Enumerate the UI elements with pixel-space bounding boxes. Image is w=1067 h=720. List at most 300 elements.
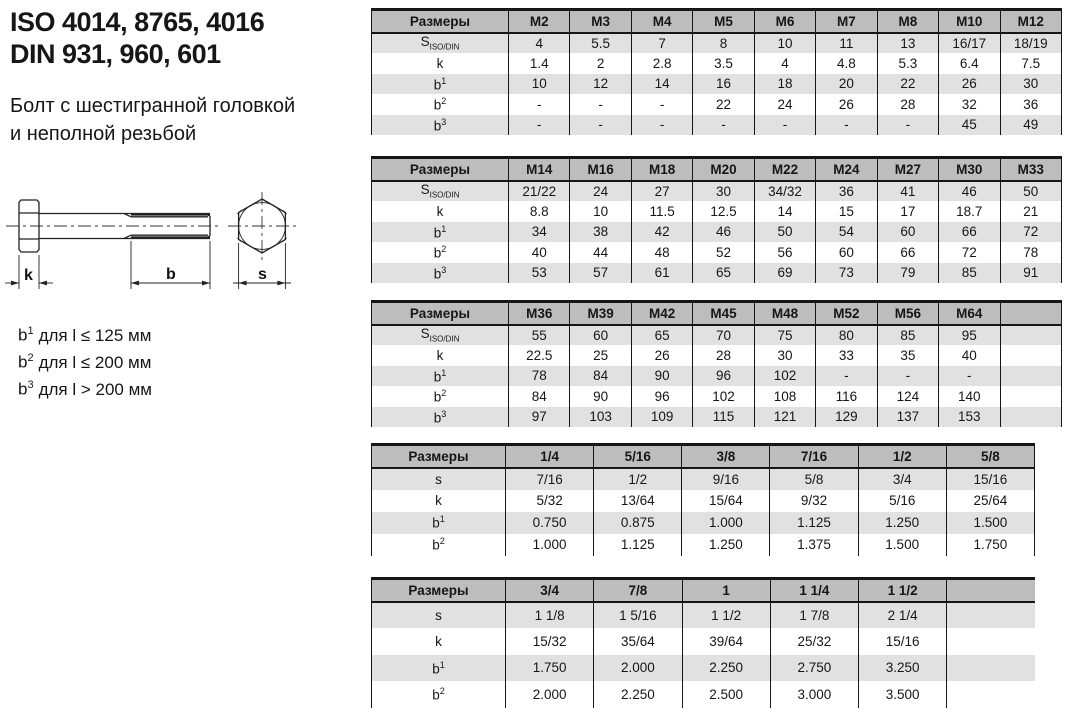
value-cell: 124 bbox=[877, 386, 938, 407]
value-cell: 103 bbox=[570, 407, 631, 428]
value-cell: 65 bbox=[631, 325, 692, 346]
dimension-row bbox=[372, 222, 1062, 243]
value-cell: 13/64 bbox=[594, 490, 682, 512]
value-cell: 26 bbox=[631, 345, 692, 366]
value-cell: 102 bbox=[693, 386, 754, 407]
dimension-row bbox=[372, 325, 1062, 346]
value-cell: 22 bbox=[877, 74, 938, 95]
row-label-b2: $b^2$ bbox=[372, 242, 509, 263]
footnote-block bbox=[18, 320, 152, 401]
size-column-header: M27 bbox=[877, 158, 938, 181]
value-cell: 15/16 bbox=[946, 468, 1034, 490]
value-cell: 26 bbox=[816, 94, 877, 115]
value-cell: 1.000 bbox=[506, 534, 594, 556]
value-cell: 65 bbox=[693, 263, 754, 284]
dimension-row bbox=[372, 345, 1062, 366]
value-cell: 27 bbox=[631, 181, 692, 202]
value-cell: 153 bbox=[939, 407, 1000, 428]
bolt-description-line2: и неполной резьбой bbox=[10, 123, 197, 145]
value-cell: 8.8 bbox=[509, 201, 570, 222]
size-column-header: M5 bbox=[693, 10, 754, 33]
dimension-row bbox=[372, 53, 1062, 74]
value-cell: 28 bbox=[693, 345, 754, 366]
header-row bbox=[372, 579, 1036, 602]
label-b: b bbox=[166, 266, 176, 283]
dimension-row bbox=[372, 407, 1062, 428]
value-cell bbox=[947, 655, 1035, 682]
value-cell: 1/2 bbox=[594, 468, 682, 490]
value-cell: 7/16 bbox=[506, 468, 594, 490]
value-cell: 79 bbox=[877, 263, 938, 284]
value-cell: 13 bbox=[877, 33, 938, 54]
value-cell: 140 bbox=[939, 386, 1000, 407]
value-cell: 72 bbox=[939, 242, 1000, 263]
value-cell: 5/16 bbox=[858, 490, 946, 512]
value-cell: 5/8 bbox=[770, 468, 858, 490]
value-cell: 30 bbox=[1000, 74, 1062, 95]
size-column-header: 1 1/4 bbox=[770, 579, 858, 602]
value-cell: 18/19 bbox=[1000, 33, 1062, 54]
value-cell: 55 bbox=[509, 325, 570, 346]
value-cell: 2.8 bbox=[631, 53, 692, 74]
din-standards-title: DIN 931, 960, 601 bbox=[10, 39, 221, 69]
value-cell: 84 bbox=[570, 366, 631, 387]
table-metric-m14-m33 bbox=[371, 156, 1062, 283]
value-cell: 121 bbox=[754, 407, 815, 428]
value-cell: 46 bbox=[693, 222, 754, 243]
bolt-description bbox=[10, 92, 295, 148]
size-column-header: M33 bbox=[1000, 158, 1062, 181]
value-cell: 46 bbox=[939, 181, 1000, 202]
value-cell: 90 bbox=[631, 366, 692, 387]
value-cell: 69 bbox=[754, 263, 815, 284]
value-cell: 39/64 bbox=[682, 628, 770, 655]
value-cell: 18 bbox=[754, 74, 815, 95]
value-cell: 1.250 bbox=[682, 534, 770, 556]
size-column-header: 5/16 bbox=[594, 445, 682, 468]
value-cell: 52 bbox=[693, 242, 754, 263]
footnote-b3: $b^3$ для l > 200 мм bbox=[18, 379, 152, 399]
row-label-b2: $b^2$ bbox=[372, 681, 506, 708]
row-label-b3: $b^3$ bbox=[372, 407, 509, 428]
value-cell: 35 bbox=[877, 345, 938, 366]
value-cell: 3.250 bbox=[859, 655, 947, 682]
value-cell: 41 bbox=[877, 181, 938, 202]
table-inch-quarter-to-5-8 bbox=[371, 443, 1035, 556]
row-label-b2: $b^2$ bbox=[372, 534, 506, 556]
value-cell: 22.5 bbox=[509, 345, 570, 366]
dimension-row bbox=[372, 115, 1062, 136]
row-label-b3: $b^3$ bbox=[372, 263, 509, 284]
value-cell: 24 bbox=[570, 181, 631, 202]
value-cell: 2 1/4 bbox=[859, 602, 947, 629]
size-column-header: 1/4 bbox=[506, 445, 594, 468]
row-label-k: k bbox=[372, 201, 509, 222]
value-cell: 3.5 bbox=[693, 53, 754, 74]
value-cell: 137 bbox=[877, 407, 938, 428]
value-cell: 70 bbox=[693, 325, 754, 346]
value-cell: 1.125 bbox=[770, 512, 858, 534]
row-label-s: $S_{ISO/DIN}$ bbox=[372, 33, 509, 54]
empty-column-header bbox=[1000, 302, 1062, 325]
dimension-row bbox=[372, 201, 1062, 222]
table-inch-3-4-to-1-5 bbox=[371, 577, 1035, 708]
value-cell: 36 bbox=[1000, 94, 1062, 115]
row-label-k: k bbox=[372, 490, 506, 512]
value-cell: 54 bbox=[816, 222, 877, 243]
value-cell: 21 bbox=[1000, 201, 1062, 222]
value-cell: 129 bbox=[816, 407, 877, 428]
size-column-header: M3 bbox=[570, 10, 631, 33]
value-cell: 80 bbox=[816, 325, 877, 346]
bolt-end-view bbox=[228, 192, 296, 289]
dimension-row bbox=[372, 602, 1036, 629]
value-cell: 7.5 bbox=[1000, 53, 1062, 74]
value-cell: - bbox=[631, 115, 692, 136]
sizes-header-cell: Размеры bbox=[372, 10, 509, 33]
value-cell: 25/32 bbox=[770, 628, 858, 655]
value-cell: 49 bbox=[1000, 115, 1062, 136]
value-cell: 33 bbox=[816, 345, 877, 366]
row-label-b3: $b^3$ bbox=[372, 115, 509, 136]
dimension-b bbox=[131, 241, 210, 289]
value-cell: 91 bbox=[1000, 263, 1062, 284]
value-cell: - bbox=[754, 115, 815, 136]
value-cell: 5.3 bbox=[877, 53, 938, 74]
value-cell: 2.250 bbox=[682, 655, 770, 682]
value-cell: 95 bbox=[939, 325, 1000, 346]
value-cell: 2.750 bbox=[770, 655, 858, 682]
value-cell: 2.500 bbox=[682, 681, 770, 708]
value-cell: 10 bbox=[570, 201, 631, 222]
value-cell: 50 bbox=[754, 222, 815, 243]
value-cell: 1 1/2 bbox=[682, 602, 770, 629]
size-column-header: M12 bbox=[1000, 10, 1062, 33]
value-cell: 40 bbox=[939, 345, 1000, 366]
row-label-b1: $b^1$ bbox=[372, 512, 506, 534]
size-column-header: 3/4 bbox=[506, 579, 594, 602]
value-cell: 50 bbox=[1000, 181, 1062, 202]
size-column-header: M24 bbox=[816, 158, 877, 181]
bolt-side-view bbox=[5, 200, 222, 289]
value-cell: 4 bbox=[754, 53, 815, 74]
value-cell: 4.8 bbox=[816, 53, 877, 74]
value-cell: 2.000 bbox=[594, 655, 682, 682]
value-cell: 85 bbox=[877, 325, 938, 346]
size-column-header: M6 bbox=[754, 10, 815, 33]
sizes-header-cell: Размеры bbox=[372, 158, 509, 181]
dimension-row bbox=[372, 628, 1036, 655]
value-cell: - bbox=[877, 115, 938, 136]
value-cell: 56 bbox=[754, 242, 815, 263]
dimension-row bbox=[372, 655, 1036, 682]
size-column-header: 1 1/2 bbox=[859, 579, 947, 602]
value-cell: 30 bbox=[693, 181, 754, 202]
size-column-header: M56 bbox=[877, 302, 938, 325]
size-column-header: M52 bbox=[816, 302, 877, 325]
value-cell: 12.5 bbox=[693, 201, 754, 222]
size-column-header: M45 bbox=[693, 302, 754, 325]
dimension-table bbox=[371, 300, 1062, 427]
size-column-header: M4 bbox=[631, 10, 692, 33]
dimension-table bbox=[371, 443, 1035, 556]
value-cell: 66 bbox=[939, 222, 1000, 243]
row-label-s: $S_{ISO/DIN}$ bbox=[372, 181, 509, 202]
value-cell: 42 bbox=[631, 222, 692, 243]
value-cell: 45 bbox=[939, 115, 1000, 136]
value-cell: 40 bbox=[509, 242, 570, 263]
value-cell: 21/22 bbox=[509, 181, 570, 202]
value-cell: - bbox=[509, 94, 570, 115]
value-cell: 6.4 bbox=[939, 53, 1000, 74]
value-cell: 15/64 bbox=[682, 490, 770, 512]
standards-title-block bbox=[10, 6, 264, 70]
value-cell: 2 bbox=[570, 53, 631, 74]
footnote-b1: $b^1$ для l ≤ 125 мм bbox=[18, 325, 152, 345]
value-cell: 4 bbox=[509, 33, 570, 54]
value-cell: 44 bbox=[570, 242, 631, 263]
value-cell: 108 bbox=[754, 386, 815, 407]
value-cell: 1.000 bbox=[682, 512, 770, 534]
size-column-header: 5/8 bbox=[946, 445, 1034, 468]
value-cell: 12 bbox=[570, 74, 631, 95]
value-cell: 53 bbox=[509, 263, 570, 284]
value-cell bbox=[947, 602, 1035, 629]
value-cell: 3.000 bbox=[770, 681, 858, 708]
header-row bbox=[372, 10, 1062, 33]
value-cell: 35/64 bbox=[594, 628, 682, 655]
value-cell: 11.5 bbox=[631, 201, 692, 222]
empty-column-header bbox=[947, 579, 1035, 602]
value-cell: 1.500 bbox=[858, 534, 946, 556]
size-column-header: M39 bbox=[570, 302, 631, 325]
value-cell: 10 bbox=[754, 33, 815, 54]
value-cell: 60 bbox=[570, 325, 631, 346]
bolt-technical-drawing bbox=[0, 185, 330, 325]
value-cell: 34 bbox=[509, 222, 570, 243]
value-cell: - bbox=[693, 115, 754, 136]
value-cell: 57 bbox=[570, 263, 631, 284]
value-cell: 16/17 bbox=[939, 33, 1000, 54]
value-cell: 60 bbox=[877, 222, 938, 243]
header-row bbox=[372, 445, 1035, 468]
value-cell: 2.250 bbox=[594, 681, 682, 708]
value-cell: 85 bbox=[939, 263, 1000, 284]
value-cell: 60 bbox=[816, 242, 877, 263]
value-cell: 2.000 bbox=[506, 681, 594, 708]
value-cell: 75 bbox=[754, 325, 815, 346]
row-label-b2: $b^2$ bbox=[372, 386, 509, 407]
value-cell: 97 bbox=[509, 407, 570, 428]
label-s: s bbox=[258, 266, 267, 283]
dimension-row bbox=[372, 386, 1062, 407]
value-cell: - bbox=[816, 366, 877, 387]
dimension-row bbox=[372, 512, 1035, 534]
value-cell bbox=[1000, 345, 1062, 366]
size-column-header: 1 bbox=[682, 579, 770, 602]
size-column-header: 1/2 bbox=[858, 445, 946, 468]
value-cell: 1 7/8 bbox=[770, 602, 858, 629]
size-column-header: M64 bbox=[939, 302, 1000, 325]
value-cell: 72 bbox=[1000, 222, 1062, 243]
value-cell: 115 bbox=[693, 407, 754, 428]
dimension-row bbox=[372, 468, 1035, 490]
value-cell: 38 bbox=[570, 222, 631, 243]
value-cell: 17 bbox=[877, 201, 938, 222]
sizes-header-cell: Размеры bbox=[372, 579, 506, 602]
value-cell: 0.750 bbox=[506, 512, 594, 534]
value-cell: 15/32 bbox=[506, 628, 594, 655]
value-cell: 1.750 bbox=[506, 655, 594, 682]
dimension-row bbox=[372, 681, 1036, 708]
value-cell: 102 bbox=[754, 366, 815, 387]
size-column-header: 3/8 bbox=[682, 445, 770, 468]
value-cell: 1.750 bbox=[946, 534, 1034, 556]
value-cell: - bbox=[816, 115, 877, 136]
value-cell: 61 bbox=[631, 263, 692, 284]
dimension-row bbox=[372, 263, 1062, 284]
sizes-header-cell: Размеры bbox=[372, 302, 509, 325]
row-label-b1: $b^1$ bbox=[372, 655, 506, 682]
bolt-description-line1: Болт с шестигранной головкой bbox=[10, 95, 296, 117]
value-cell: 109 bbox=[631, 407, 692, 428]
dimension-row bbox=[372, 242, 1062, 263]
value-cell: 30 bbox=[754, 345, 815, 366]
row-label-k: k bbox=[372, 53, 509, 74]
value-cell: 7 bbox=[631, 33, 692, 54]
value-cell: 3.500 bbox=[859, 681, 947, 708]
table-metric-m2-m12 bbox=[371, 8, 1062, 135]
value-cell: - bbox=[509, 115, 570, 136]
row-label-b1: $b^1$ bbox=[372, 366, 509, 387]
value-cell: 9/16 bbox=[682, 468, 770, 490]
size-column-header: M2 bbox=[509, 10, 570, 33]
value-cell: 0.875 bbox=[594, 512, 682, 534]
value-cell: 1.4 bbox=[509, 53, 570, 74]
dimension-row bbox=[372, 33, 1062, 54]
value-cell: 15/16 bbox=[859, 628, 947, 655]
dimension-row bbox=[372, 74, 1062, 95]
size-column-header: M18 bbox=[631, 158, 692, 181]
value-cell: 20 bbox=[816, 74, 877, 95]
dimension-table bbox=[371, 156, 1062, 283]
dimension-row bbox=[372, 534, 1035, 556]
value-cell: 84 bbox=[509, 386, 570, 407]
value-cell: 10 bbox=[509, 74, 570, 95]
value-cell bbox=[947, 681, 1035, 708]
size-column-header: 7/8 bbox=[594, 579, 682, 602]
row-label-s: $S_{ISO/DIN}$ bbox=[372, 325, 509, 346]
dimension-row bbox=[372, 181, 1062, 202]
value-cell bbox=[1000, 407, 1062, 428]
value-cell: 5/32 bbox=[506, 490, 594, 512]
value-cell: 78 bbox=[1000, 242, 1062, 263]
value-cell: 22 bbox=[693, 94, 754, 115]
size-column-header: M7 bbox=[816, 10, 877, 33]
row-label-k: k bbox=[372, 345, 509, 366]
value-cell: 32 bbox=[939, 94, 1000, 115]
row-label-s: s bbox=[372, 602, 506, 629]
value-cell: 96 bbox=[631, 386, 692, 407]
value-cell: 11 bbox=[816, 33, 877, 54]
value-cell: 28 bbox=[877, 94, 938, 115]
value-cell: 1.250 bbox=[858, 512, 946, 534]
table-metric-m36-m64 bbox=[371, 300, 1062, 427]
value-cell: 14 bbox=[754, 201, 815, 222]
sizes-header-cell: Размеры bbox=[372, 445, 506, 468]
label-k: k bbox=[24, 267, 33, 284]
value-cell: 73 bbox=[816, 263, 877, 284]
value-cell bbox=[1000, 386, 1062, 407]
value-cell: 1.375 bbox=[770, 534, 858, 556]
value-cell: 90 bbox=[570, 386, 631, 407]
size-column-header: M14 bbox=[509, 158, 570, 181]
row-label-k: k bbox=[372, 628, 506, 655]
size-column-header: M20 bbox=[693, 158, 754, 181]
dimension-row bbox=[372, 94, 1062, 115]
value-cell: - bbox=[570, 115, 631, 136]
value-cell: 36 bbox=[816, 181, 877, 202]
dimension-tables bbox=[371, 0, 1067, 720]
size-column-header: M36 bbox=[509, 302, 570, 325]
value-cell bbox=[947, 628, 1035, 655]
footnote-b2: $b^2$ для l ≤ 200 мм bbox=[18, 352, 152, 372]
value-cell: 8 bbox=[693, 33, 754, 54]
size-column-header: M8 bbox=[877, 10, 938, 33]
iso-standards-title: ISO 4014, 8765, 4016 bbox=[10, 7, 265, 37]
value-cell: 16 bbox=[693, 74, 754, 95]
value-cell: 78 bbox=[509, 366, 570, 387]
value-cell bbox=[1000, 366, 1062, 387]
value-cell: 18.7 bbox=[939, 201, 1000, 222]
size-column-header: 7/16 bbox=[770, 445, 858, 468]
value-cell: - bbox=[939, 366, 1000, 387]
dimension-table bbox=[371, 577, 1035, 708]
dimension-table bbox=[371, 8, 1062, 135]
size-column-header: M30 bbox=[939, 158, 1000, 181]
size-column-header: M22 bbox=[754, 158, 815, 181]
size-column-header: M42 bbox=[631, 302, 692, 325]
value-cell: 3/4 bbox=[858, 468, 946, 490]
value-cell: 9/32 bbox=[770, 490, 858, 512]
value-cell: - bbox=[570, 94, 631, 115]
row-label-b1: $b^1$ bbox=[372, 74, 509, 95]
value-cell: 5.5 bbox=[570, 33, 631, 54]
header-row bbox=[372, 302, 1062, 325]
value-cell bbox=[1000, 325, 1062, 346]
value-cell: 66 bbox=[877, 242, 938, 263]
value-cell: 1 1/8 bbox=[506, 602, 594, 629]
value-cell: 26 bbox=[939, 74, 1000, 95]
row-label-b1: $b^1$ bbox=[372, 222, 509, 243]
value-cell: 24 bbox=[754, 94, 815, 115]
value-cell: 1.125 bbox=[594, 534, 682, 556]
row-label-s: s bbox=[372, 468, 506, 490]
value-cell: 15 bbox=[816, 201, 877, 222]
value-cell: 1 5/16 bbox=[594, 602, 682, 629]
value-cell: 14 bbox=[631, 74, 692, 95]
value-cell: 48 bbox=[631, 242, 692, 263]
size-column-header: M10 bbox=[939, 10, 1000, 33]
dimension-k bbox=[5, 255, 53, 289]
value-cell: 116 bbox=[816, 386, 877, 407]
dimension-row bbox=[372, 490, 1035, 512]
size-column-header: M16 bbox=[570, 158, 631, 181]
size-column-header: M48 bbox=[754, 302, 815, 325]
value-cell: 34/32 bbox=[754, 181, 815, 202]
value-cell: 1.500 bbox=[946, 512, 1034, 534]
value-cell: 25 bbox=[570, 345, 631, 366]
